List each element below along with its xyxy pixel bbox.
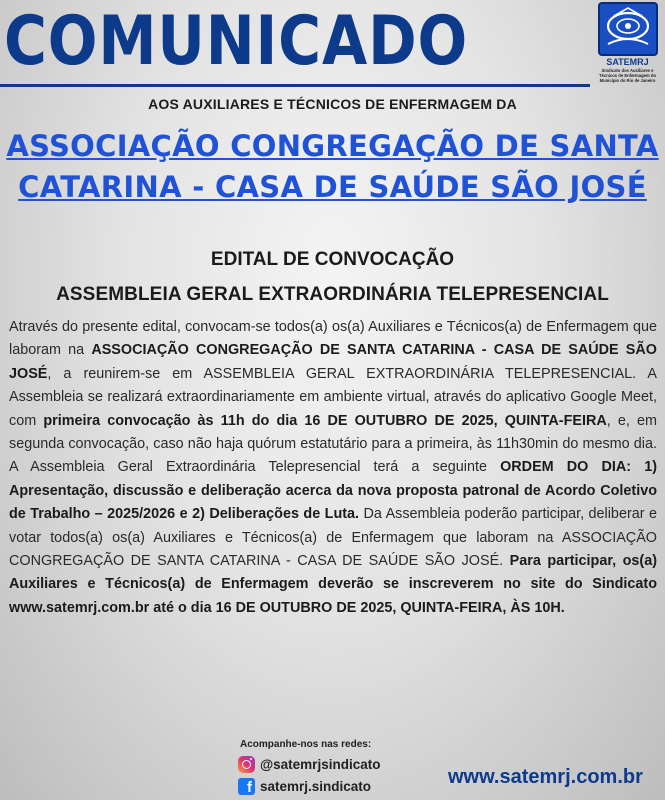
logo-name: SATEMRJ bbox=[606, 57, 649, 67]
facebook-link[interactable] bbox=[238, 777, 371, 795]
logo-subtitle: Sindicato dos Auxiliares e Técnicos de Enfermagem do Município do Rio de Janeiro bbox=[598, 68, 656, 83]
body-first-call-bold: primeira convocação às 11h do dia 16 DE OUTUBRO DE 2025, QUINTA-FEIRA bbox=[43, 412, 607, 429]
header bbox=[0, 0, 665, 90]
website-link[interactable]: www.satemrj.com.br bbox=[448, 766, 643, 788]
body-agenda-bold: ORDEM DO DIA: 1) Apresentação, discussão e deliberação acerca da nova proposta patronal de Acordo Coletivo de Trabalho – 2025/2026 e 2) Deliberações de Luta. bbox=[9, 459, 657, 523]
instagram-link[interactable] bbox=[238, 755, 380, 773]
facebook-handle: satemrj.sindicato bbox=[260, 778, 372, 794]
title-underline bbox=[0, 84, 590, 87]
organization-name bbox=[0, 126, 665, 208]
satemrj-logo-icon bbox=[598, 2, 658, 56]
assembly-heading: ASSEMBLEIA GERAL EXTRAORDINÁRIA TELEPRESENCIAL bbox=[56, 284, 609, 305]
body-text-1: Através do presente edital, convocam-se todos(a) os(a) Auxiliares e Técnicos(a) de Enfermagem que laboram na bbox=[9, 319, 657, 359]
satemrj-logo bbox=[590, 0, 665, 90]
notice-body bbox=[9, 316, 657, 620]
social-label: Acompanhe-nos nas redes: bbox=[240, 739, 372, 750]
page-title: COMUNICADO bbox=[4, 2, 469, 81]
facebook-icon: f bbox=[238, 778, 255, 795]
instagram-handle: @satemrjsindicato bbox=[260, 756, 381, 772]
body-register-bold: Para participar, os(a) Auxiliares e Técnicos(a) de Enfermagem deverão se inscreverem no site do Sindicato www.satemrj.com.br até o dia 16 DE OUTUBRO DE 2025, QUINTA-FEIRA, ÀS 10H. bbox=[9, 553, 657, 616]
body-org-bold: ASSOCIAÇÃO CONGREGAÇÃO DE SANTA CATARINA - CASA DE SAÚDE SÃO JOSÉ bbox=[9, 342, 657, 382]
audience-line: AOS AUXILIARES E TÉCNICOS DE ENFERMAGEM DA bbox=[148, 96, 517, 112]
body-text-3: , e, em segunda convocação, caso não haja quórum estatutário para a primeira, às 11h30min do mesmo dia. A Assembleia Geral Extraordinária Telepresencial terá a seguinte bbox=[9, 412, 657, 476]
notice-heading: EDITAL DE CONVOCAÇÃO bbox=[210, 249, 455, 270]
organization-line-1: ASSOCIAÇÃO CONGREGAÇÃO DE SANTA bbox=[6, 129, 659, 163]
instagram-icon bbox=[238, 756, 255, 773]
body-text-4: Da Assembleia poderão participar, deliberar e votar todos(a) os(a) Auxiliares e Técnicos(a) de Enfermagem que laboram na ASSOCIAÇÃO CONGREGAÇÃO DE SANTA CATARINA - CASA DE SAÚDE SÃO JOSÉ. bbox=[9, 506, 657, 570]
organization-line-2: CATARINA - CASA DE SAÚDE SÃO JOSÉ bbox=[18, 170, 647, 204]
body-text-2: , a reunirem-se em ASSEMBLEIA GERAL EXTRAORDINÁRIA TELEPRESENCIAL. A Assembleia se realizará extraordinariamente em ambiente virtual, através do aplicativo Google Meet, com bbox=[9, 365, 657, 429]
